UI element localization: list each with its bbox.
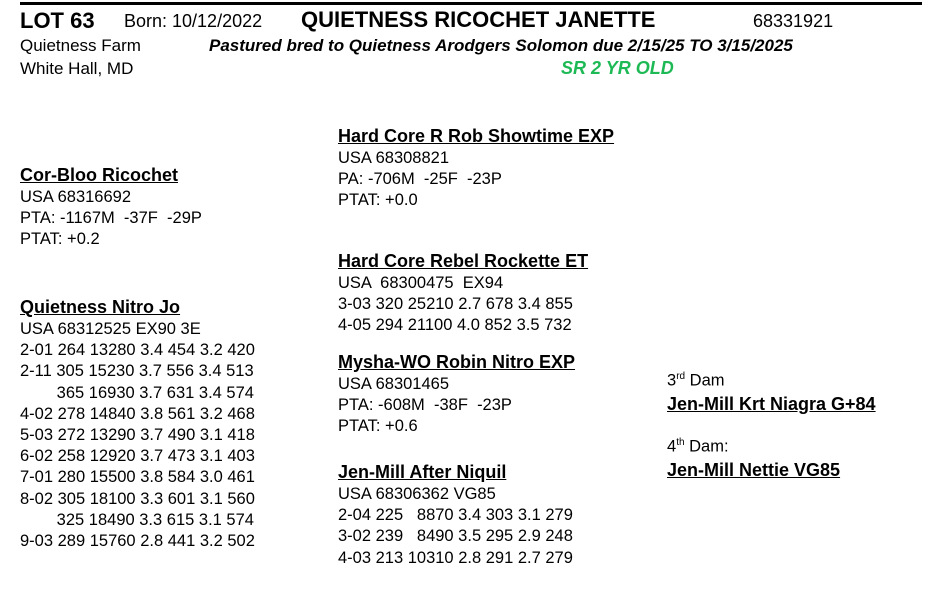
sire-dam-line: USA 68300475 EX94 [338, 274, 504, 292]
sire-dam-record: 3-03 320 25210 2.7 678 3.4 855 [338, 295, 573, 314]
dam-record: 4-02 278 14840 3.8 561 3.2 468 [20, 404, 255, 423]
sire-dam-record: 4-05 294 21100 4.0 852 3.5 732 [338, 316, 572, 335]
sire-sire-line: USA 68308821 [338, 149, 450, 167]
farm-name: Quietness Farm [20, 36, 141, 55]
sire-block [20, 164, 202, 251]
breeding-info: Pastured bred to Quietness Arodgers Solomon due 2/15/25 TO 3/15/2025 [209, 36, 793, 55]
dam-record: 8-02 305 18100 3.3 601 3.1 560 [20, 489, 255, 508]
dam-sire-line: PTA: -608M -38F -23P [338, 396, 512, 415]
sire-sire-name: Hard Core R Rob Showtime EXP [338, 126, 615, 146]
dam-record: 7-01 280 15500 3.8 584 3.0 461 [20, 468, 255, 487]
sire-sire-block [338, 125, 618, 212]
dam-name: Quietness Nitro Jo [20, 297, 181, 317]
sire-line: PTAT: +0.2 [20, 230, 100, 249]
sire-sire-line: PTAT: +0.0 [338, 191, 418, 210]
sire-name: Cor-Bloo Ricochet [20, 165, 179, 185]
dam-record: 2-01 264 13280 3.4 454 3.2 420 [20, 341, 255, 360]
dam-sire-line: USA 68301465 [338, 375, 450, 393]
animal-name: QUIETNESS RICOCHET JANETTE [301, 7, 656, 32]
dam-dam-record: 4-03 213 10310 2.8 291 2.7 279 [338, 548, 573, 567]
fourth-dam-name: Jen-Mill Nettie VG85 [667, 460, 841, 480]
sire-sire-line: PA: -706M -25F -23P [338, 170, 502, 189]
dam-sire-line: PTAT: +0.6 [338, 417, 418, 436]
top-rule [20, 2, 922, 5]
age-class: SR 2 YR OLD [561, 58, 674, 78]
farm-location: White Hall, MD [20, 59, 134, 78]
dam-dam-record: 2-04 225 8870 3.4 303 3.1 279 [338, 506, 573, 525]
dam-dam-name: Jen-Mill After Niquil [338, 462, 507, 482]
dam-record: 6-02 258 12920 3.7 473 3.1 403 [20, 447, 255, 466]
dam-dam-line: USA 68306362 VG85 [338, 485, 496, 503]
birth-date: Born: 10/12/2022 [124, 11, 263, 31]
fourth-dam-label: 4th Dam: [667, 437, 729, 456]
sire-dam-block [338, 250, 588, 337]
lot-number: LOT 63 [20, 8, 95, 33]
dam-record: 9-03 289 15760 2.8 441 3.2 502 [20, 532, 255, 551]
dam-line: USA 68312525 EX90 3E [20, 320, 201, 338]
dam-sire-name: Mysha-WO Robin Nitro EXP [338, 352, 576, 372]
dam-block [20, 296, 255, 552]
dam-sire-block [338, 351, 575, 438]
dam-record: 5-03 272 13290 3.7 490 3.1 418 [20, 426, 255, 445]
third-dam-label: 3rd Dam [667, 371, 725, 390]
dam-dam-block [338, 461, 573, 569]
dam-record: 2-11 305 15230 3.7 556 3.4 513 [20, 362, 254, 381]
sire-line: USA 68316692 [20, 188, 132, 206]
sire-line: PTA: -1167M -37F -29P [20, 209, 202, 228]
third-dam-name: Jen-Mill Krt Niagra G+84 [667, 394, 876, 414]
dam-dam-record: 3-02 239 8490 3.5 295 2.9 248 [338, 527, 573, 546]
dam-record: 365 16930 3.7 631 3.4 574 [20, 383, 254, 402]
dam-record: 325 18490 3.3 615 3.1 574 [20, 510, 254, 529]
registration-number: 68331921 [753, 11, 834, 31]
sire-dam-name: Hard Core Rebel Rockette ET [338, 251, 589, 271]
